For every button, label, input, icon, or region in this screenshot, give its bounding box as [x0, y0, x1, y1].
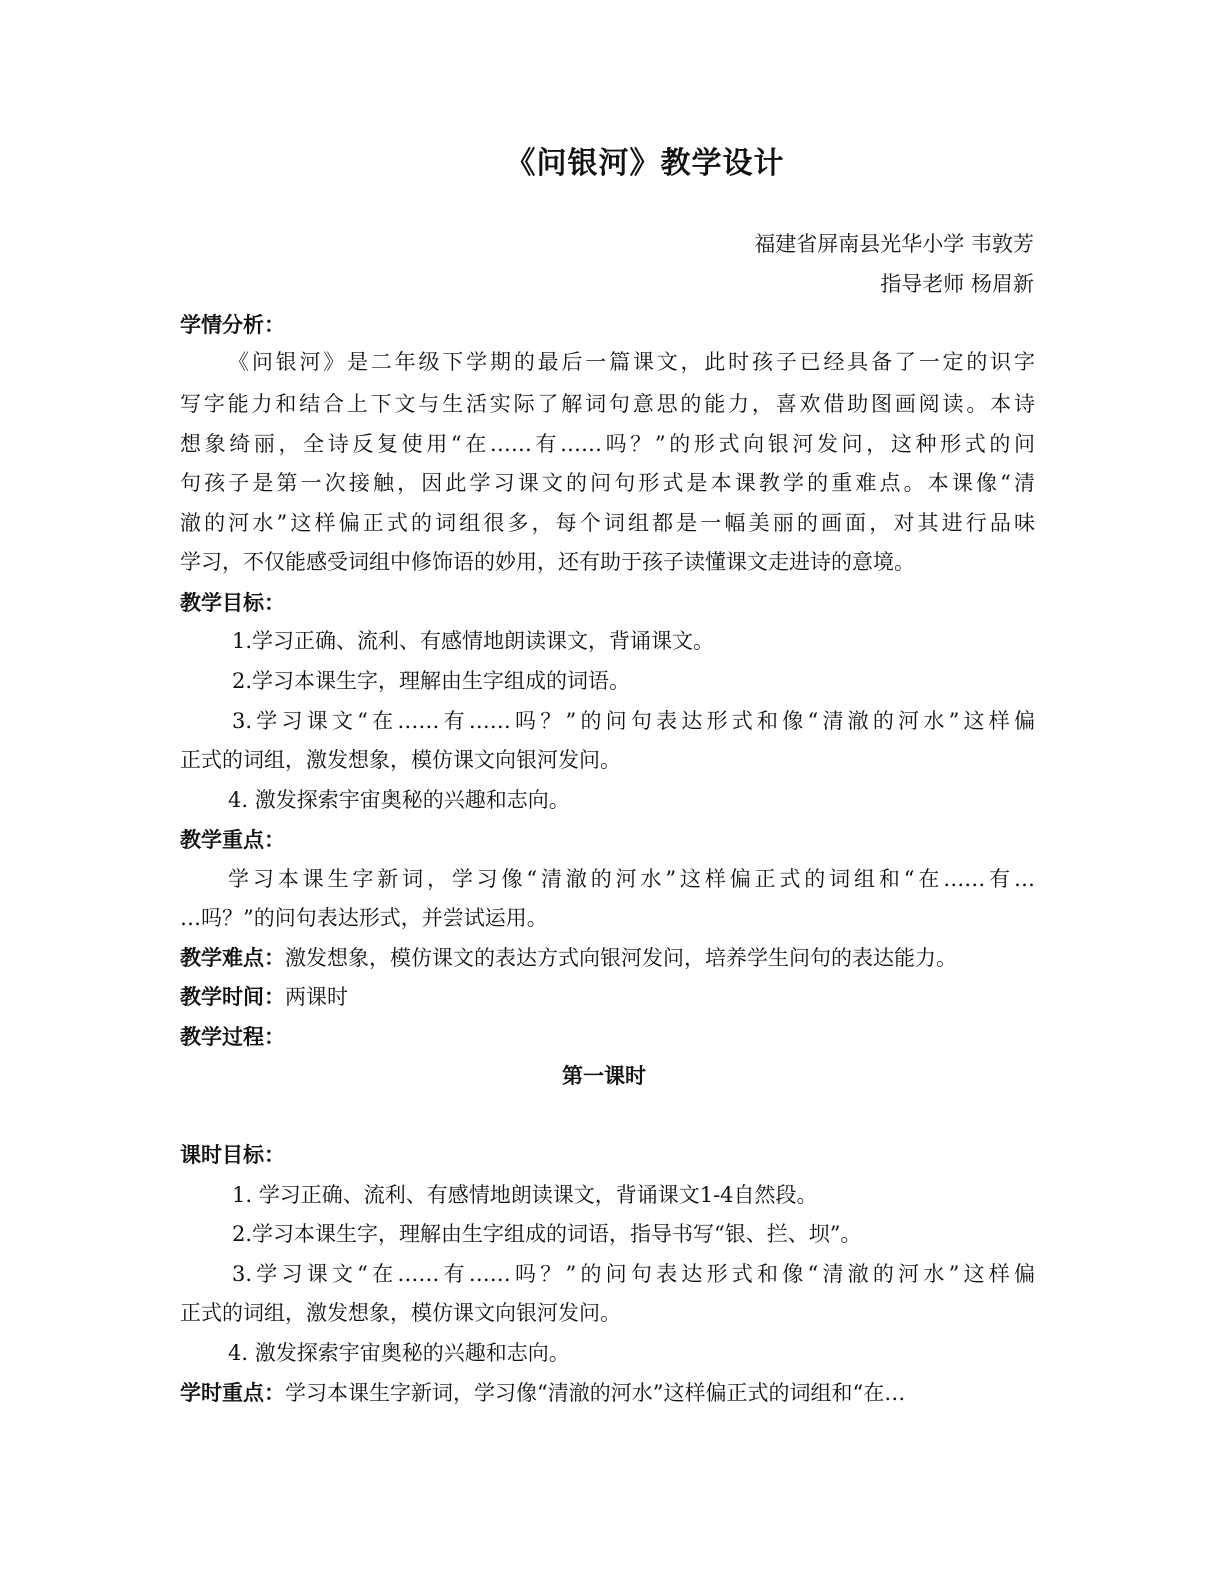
lesson1-title: 第一课时: [562, 1063, 646, 1088]
lesson1-key-label: 学时重点：: [180, 1380, 285, 1405]
time-label: 教学时间：: [180, 984, 285, 1009]
lesson1-objective-item-3-line-1: 3.学习课文“在……有……吗？”的问句表达形式和像“清澈的河水”这样偏: [232, 1262, 1035, 1286]
key-points-line-1: 学习本课生字新词，学习像“清澈的河水”这样偏正式的词组和“在……有…: [228, 867, 1035, 891]
lesson1-objective-item-2: 2.学习本课生字，理解由生字组成的词语，指导书写“银、拦、坝”。: [232, 1222, 862, 1246]
time-line: [180, 982, 1035, 1012]
analysis-line-6: 学习，不仅能感受词组中修饰语的妙用，还有助于孩子读懂课文走进诗的意境。: [180, 550, 915, 574]
difficulty-label: 教学难点：: [180, 945, 285, 970]
difficulty-line: [180, 943, 1050, 973]
process-heading: 教学过程：: [180, 1024, 285, 1049]
lesson1-key-text: 学习本课生字新词，学习像“清澈的河水”这样偏正式的词组和“在…: [285, 1381, 906, 1405]
document-title: 《问银河》教学设计: [505, 146, 785, 181]
lesson1-objective-item-1: 1. 学习正确、流利、有感情地朗读课文，背诵课文1-4自然段。: [232, 1183, 818, 1207]
author-advisor: 指导老师 杨眉新: [880, 272, 1034, 296]
key-points-line-2: …吗？”的问句表达形式，并尝试运用。: [180, 906, 548, 930]
objectives-heading: 教学目标：: [180, 590, 285, 615]
objective-item-3-line-1: 3.学习课文“在……有……吗？”的问句表达形式和像“清澈的河水”这样偏: [232, 709, 1035, 733]
analysis-heading: 学情分析：: [180, 312, 285, 337]
analysis-line-1: 《问银河》是二年级下学期的最后一篇课文，此时孩子已经具备了一定的识字: [228, 350, 1035, 374]
key-points-heading: 教学重点：: [180, 827, 285, 852]
analysis-line-2: 写字能力和结合上下文与生活实际了解词句意思的能力，喜欢借助图画阅读。本诗: [180, 392, 1035, 416]
objective-item-2: 2.学习本课生字，理解由生字组成的词语。: [232, 669, 631, 693]
analysis-line-5: 澈的河水”这样偏正式的词组很多，每个词组都是一幅美丽的画面，对其进行品味: [180, 511, 1035, 535]
lesson1-objectives-heading: 课时目标：: [180, 1142, 285, 1167]
objective-item-3-line-2: 正式的词组，激发想象，模仿课文向银河发问。: [180, 748, 621, 772]
analysis-line-3: 想象绮丽，全诗反复使用“在……有……吗？”的形式向银河发问，这种形式的问: [180, 432, 1035, 456]
objective-item-4: 4. 激发探索宇宙奥秘的兴趣和志向。: [228, 788, 570, 812]
lesson1-objective-item-3-line-2: 正式的词组，激发想象，模仿课文向银河发问。: [180, 1301, 621, 1325]
time-text: 两课时: [285, 985, 348, 1009]
difficulty-text: 激发想象，模仿课文的表达方式向银河发问，培养学生问句的表达能力。: [285, 946, 957, 970]
objective-item-1: 1.学习正确、流利、有感情地朗读课文，背诵课文。: [232, 629, 715, 653]
analysis-line-4: 句孩子是第一次接触，因此学习课文的问句形式是本课教学的重难点。本课像“清: [180, 471, 1035, 495]
lesson1-key-line: [180, 1378, 1035, 1408]
author-school: 福建省屏南县光华小学 韦敦芳: [754, 232, 1034, 256]
lesson1-objective-item-4: 4. 激发探索宇宙奥秘的兴趣和志向。: [228, 1341, 570, 1365]
